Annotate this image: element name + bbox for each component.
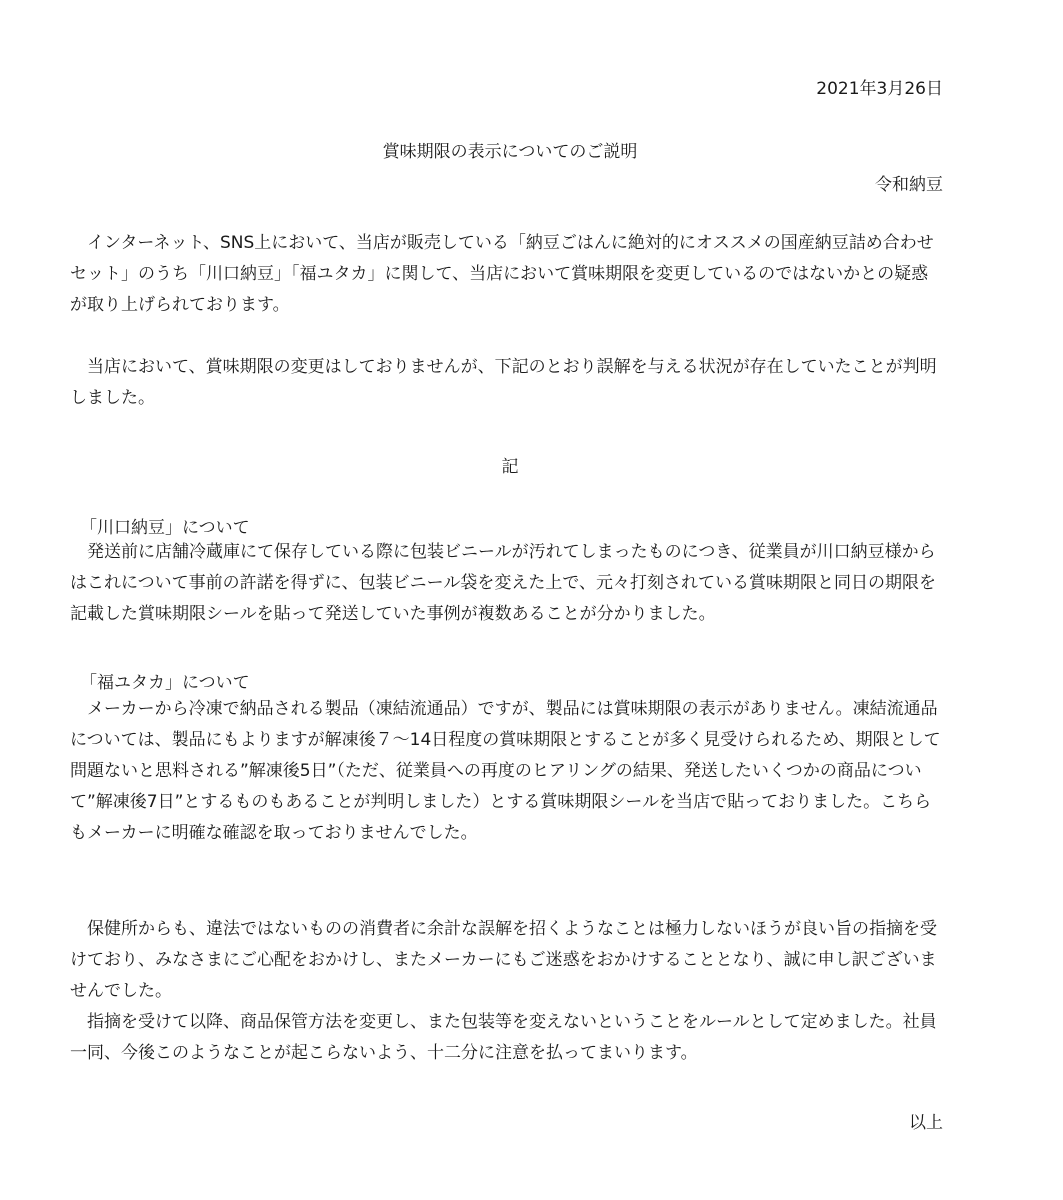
paragraph-line: はこれについて事前の許諾を得ずに、包装ビニール袋を変えた上で、元々打刻されている賞味期限と同日の期限を bbox=[70, 573, 936, 593]
paragraph-line: セット」のうち「川口納豆」「福ユタカ」に関して、当店において賞味期限を変更しているのではないかとの疑惑 bbox=[70, 264, 929, 284]
paragraph-line: しました。 bbox=[70, 388, 155, 408]
paragraph-line: が取り上げられております。 bbox=[70, 295, 290, 315]
paragraph-line: 当店において、賞味期限の変更はしておりませんが、下記のとおり誤解を与える状況が存在していたことが判明 bbox=[70, 357, 937, 377]
paragraph-line: 発送前に店舗冷蔵庫にて保存している際に包装ビニールが汚れてしまったものにつき、従業員が川口納豆様から bbox=[70, 542, 936, 562]
document-date: 2021年3月26日 bbox=[816, 79, 943, 99]
section-heading-fukuyutaka: 「福ユタカ」について bbox=[80, 673, 250, 693]
paragraph-line: もメーカーに明確な確認を取っておりませんでした。 bbox=[70, 823, 478, 843]
section-body-kawaguchi bbox=[70, 537, 950, 630]
intro-paragraph bbox=[70, 228, 950, 321]
paragraph-line: 問題ないと思料される”解凍後5日”（ただ、従業員への再度のヒアリングの結果、発送したいくつかの商品につい bbox=[70, 761, 922, 781]
section-body-fukuyutaka bbox=[70, 694, 950, 849]
apology-paragraph bbox=[70, 914, 950, 1069]
paragraph-line: せんでした。 bbox=[70, 981, 172, 1001]
paragraph-line: て”解凍後7日”とするものもあることが判明しました）とする賞味期限シールを当店で貼っておりました。こちら bbox=[70, 792, 932, 812]
paragraph-line: メーカーから冷凍で納品される製品（凍結流通品）ですが、製品には賞味期限の表示がありません。凍結流通品 bbox=[70, 699, 938, 719]
paragraph-line: けており、みなさまにご心配をおかけし、またメーカーにもご迷惑をおかけすることとなり、誠に申し訳ございま bbox=[70, 950, 937, 970]
paragraph-line: については、製品にもよりますが解凍後７～14日程度の賞味期限とすることが多く見受けられるため、期限として bbox=[70, 730, 941, 750]
paragraph-line: 記載した賞味期限シールを貼って発送していた事例が複数あることが分かりました。 bbox=[70, 604, 716, 624]
ki-notation: 記 bbox=[501, 457, 519, 477]
paragraph-line: 保健所からも、違法ではないものの消費者に余計な誤解を招くようなことは極力しないほうが良い旨の指摘を受 bbox=[70, 919, 937, 939]
document-author: 令和納豆 bbox=[875, 175, 943, 195]
closing-remark: 以上 bbox=[909, 1113, 943, 1133]
paragraph-line: 一同、今後このようなことが起こらないよう、十二分に注意を払ってまいります。 bbox=[70, 1043, 698, 1063]
statement-paragraph bbox=[70, 352, 950, 414]
paragraph-line: 指摘を受けて以降、商品保管方法を変更し、また包装等を変えないということをルールとして定めました。社員 bbox=[70, 1012, 937, 1032]
section-heading-kawaguchi: 「川口納豆」について bbox=[80, 518, 250, 538]
document-title: 賞味期限の表示についてのご説明 bbox=[382, 142, 638, 162]
paragraph-line: インターネット、SNS上において、当店が販売している「納豆ごはんに絶対的にオススメの国産納豆詰め合わせ bbox=[70, 233, 934, 253]
